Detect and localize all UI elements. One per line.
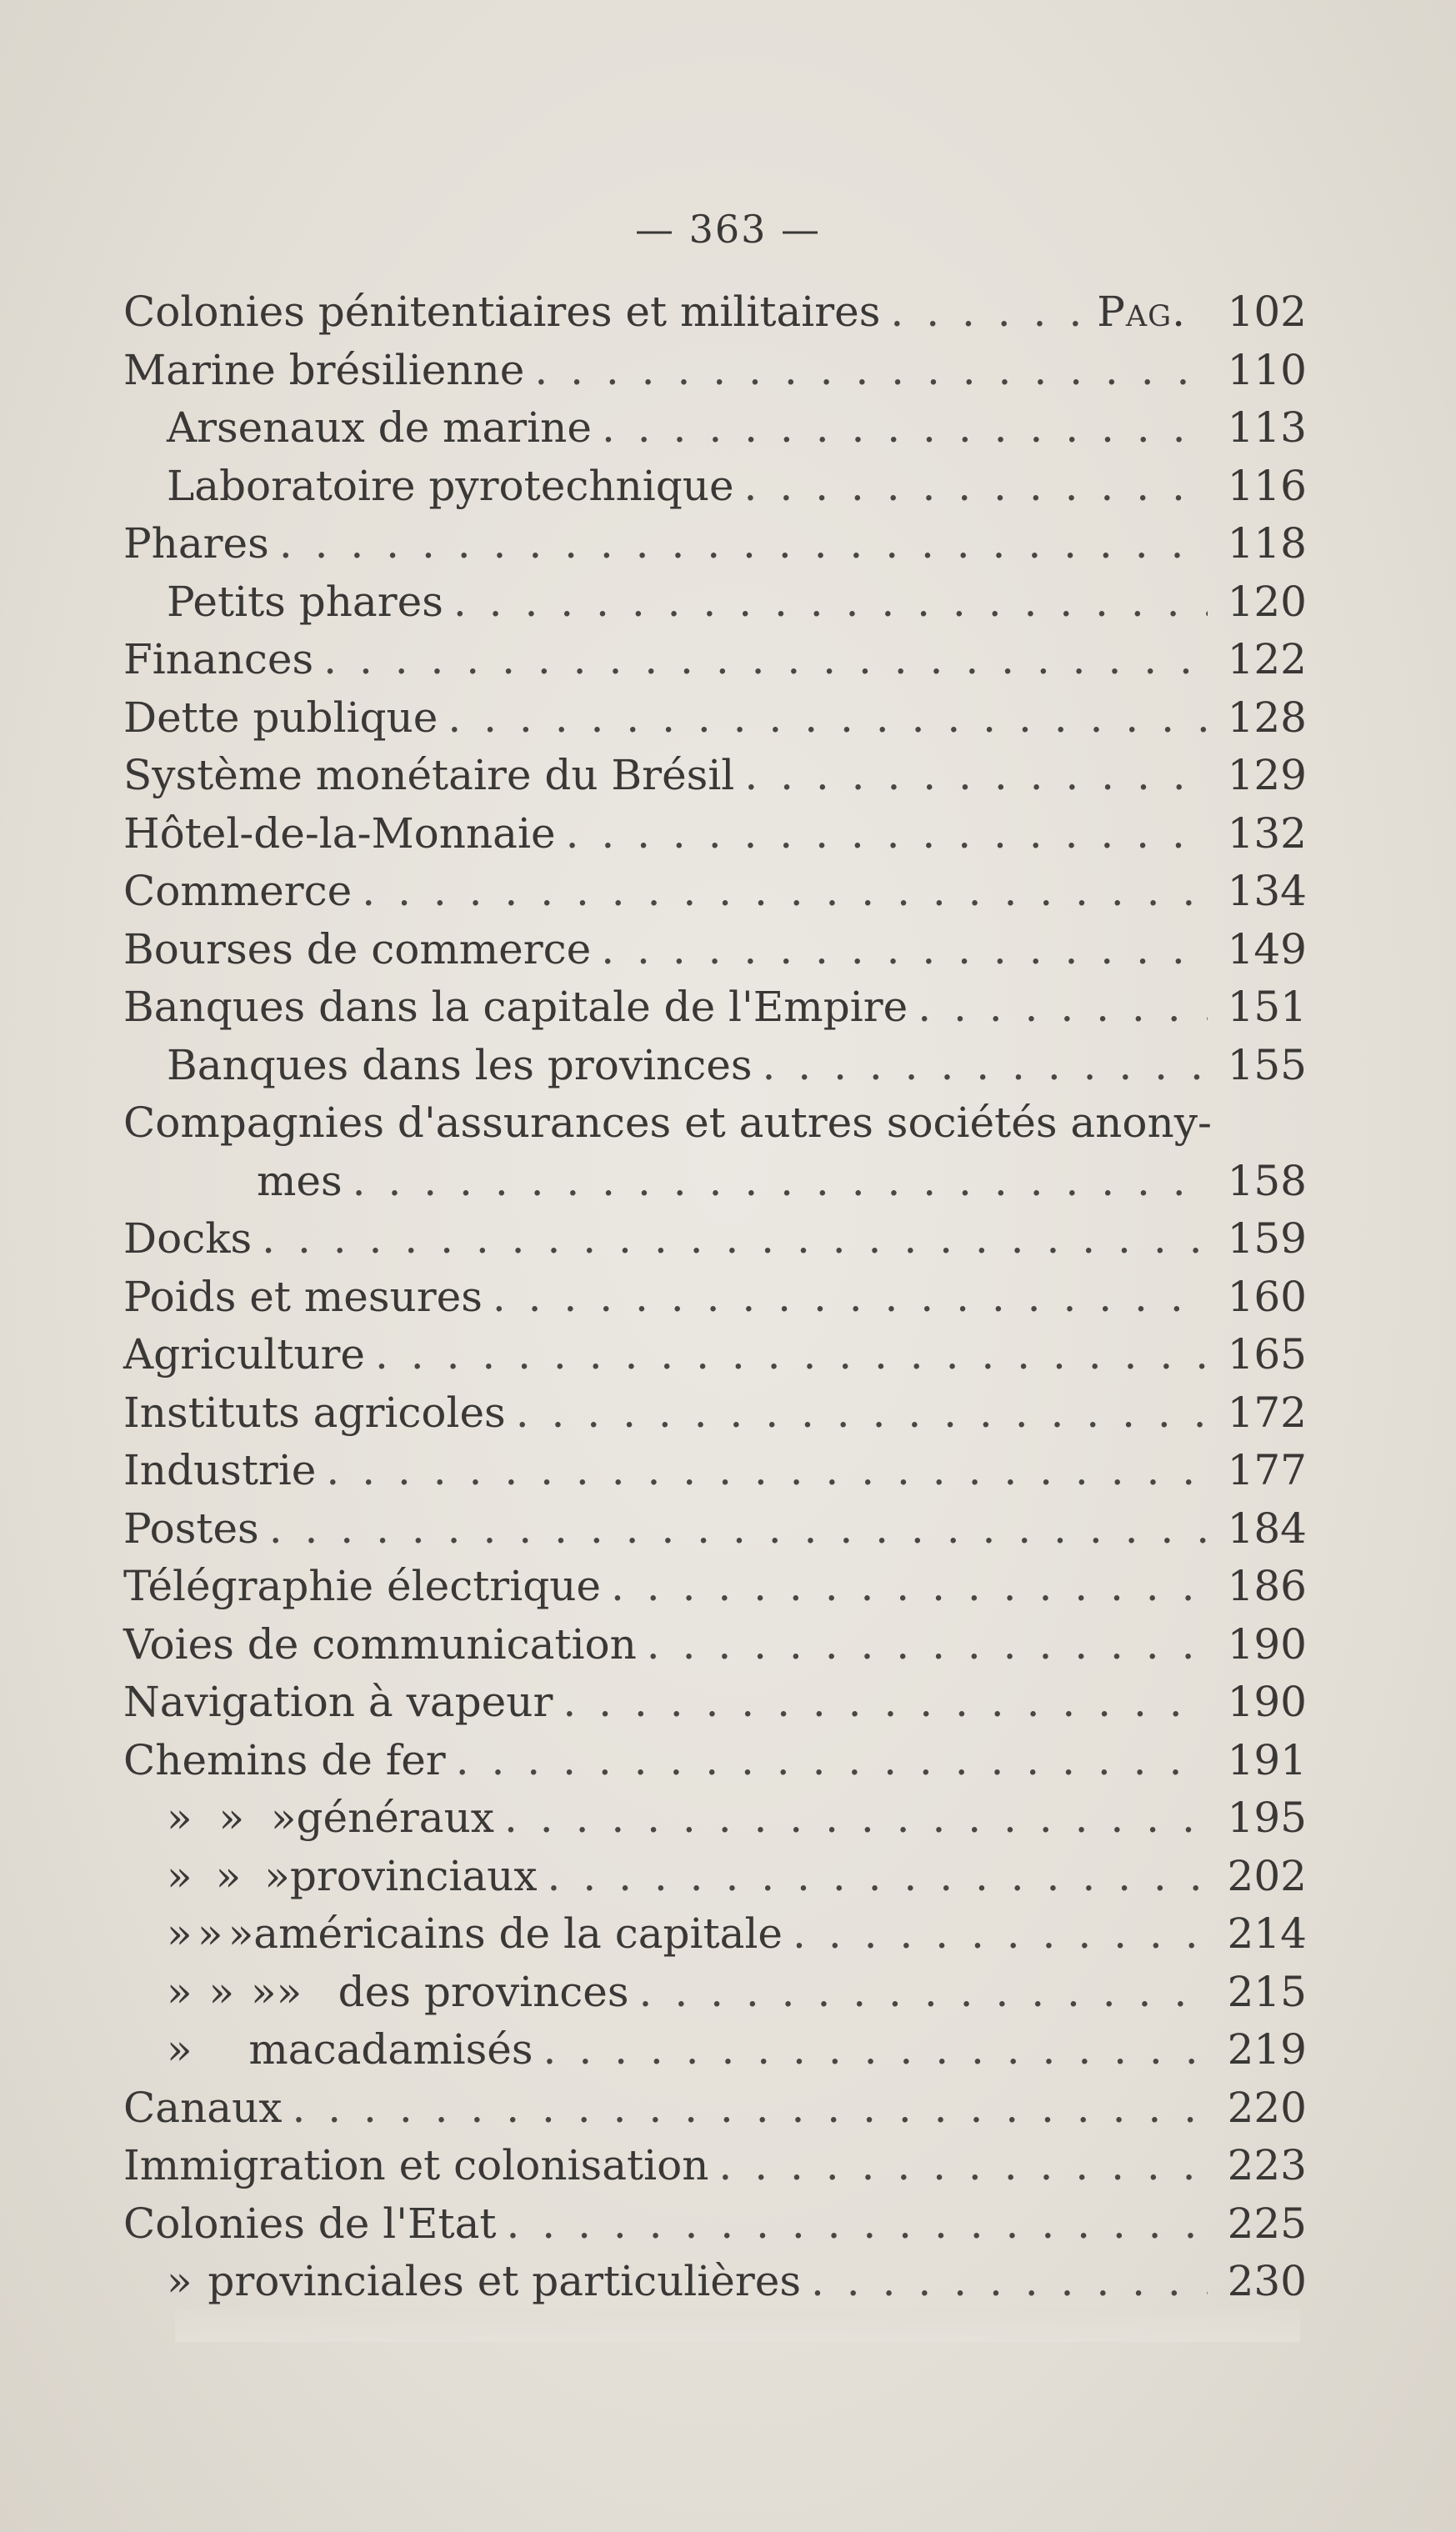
toc-entry: [123, 1620, 1307, 1679]
ditto-mark: »: [167, 2257, 193, 2305]
entry-page: 159: [1227, 1214, 1307, 1263]
toc-entry: [123, 925, 1307, 983]
toc-entry: [123, 462, 1307, 520]
entry-page: 215: [1227, 1967, 1307, 2016]
ditto-mark: »: [208, 1967, 235, 2016]
entry-title-continued: mes: [257, 1156, 343, 1205]
ditto-mark: »: [167, 2025, 193, 2074]
leader-dots: [744, 462, 1208, 510]
entry-title: Compagnies d'assurances et autres sociétés anony-: [123, 1098, 1212, 1147]
entry-page: 186: [1227, 1562, 1307, 1610]
entry-page: 116: [1227, 461, 1307, 510]
leader-dots: [548, 1852, 1208, 1900]
leader-dots: [326, 1446, 1208, 1494]
entry-title: Industrie: [123, 1446, 317, 1494]
entry-title: Hôtel-de-la-Monnaie: [123, 808, 556, 858]
entry-page: 118: [1227, 519, 1307, 568]
toc-entry: [123, 751, 1307, 809]
leader-dots: [507, 2199, 1208, 2248]
leader-dots: [811, 2257, 1208, 2305]
leader-dots: [718, 2141, 1208, 2189]
ditto-mark: »: [167, 1794, 193, 1842]
leader-dots: [262, 1214, 1208, 1263]
leader-dots: [493, 1273, 1208, 1321]
entry-page: 149: [1227, 924, 1307, 973]
leader-dots: [543, 2025, 1208, 2074]
pag-label: Pag.: [1097, 288, 1186, 336]
entry-page: 134: [1227, 867, 1307, 915]
leader-dots: [639, 1968, 1208, 2016]
ditto-mark: »: [167, 1967, 193, 2016]
toc-entry: [123, 346, 1307, 404]
entry-page: 191: [1227, 1735, 1307, 1784]
entry-title: Bourses de commerce: [123, 924, 592, 973]
entry-title: Immigration et colonisation: [123, 2141, 709, 2189]
toc-entry: [123, 1446, 1307, 1504]
entry-title: des provinces: [338, 1967, 629, 2016]
entry-page: 120: [1227, 577, 1307, 626]
entry-title: Télégraphie électrique: [123, 1562, 601, 1610]
toc-entry-multiline: [123, 1098, 1307, 1157]
entry-title: Poids et mesures: [123, 1272, 483, 1321]
entry-title: Docks: [123, 1214, 253, 1263]
ditto-mark: »: [167, 1909, 193, 1958]
toc-entry: [123, 1389, 1307, 1447]
entry-title: américains de la capitale: [253, 1909, 783, 1958]
leader-dots: [323, 635, 1208, 683]
entry-title: Laboratoire pyrotechnique: [167, 461, 734, 510]
toc-entry: [123, 2257, 1307, 2315]
leader-dots: [269, 1504, 1208, 1553]
ditto-mark: »: [167, 1851, 193, 1900]
entry-page: 151: [1227, 983, 1307, 1031]
leader-dots: [611, 1562, 1208, 1610]
leader-dots: [918, 983, 1208, 1031]
entry-title: Dette publique: [123, 693, 438, 742]
toc-entry: [123, 1909, 1307, 1968]
toc-entry: [123, 578, 1307, 636]
toc-entry: [123, 2025, 1307, 2084]
entry-page: 113: [1227, 403, 1307, 452]
toc-entry: [123, 1504, 1307, 1563]
toc-entry: [123, 1214, 1307, 1273]
entry-title: provinciales et particulières: [208, 2257, 802, 2305]
ditto-mark: »: [270, 1794, 297, 1842]
entry-title: Instituts agricoles: [123, 1388, 506, 1437]
entry-title: Phares: [123, 519, 269, 568]
leader-dots: [456, 1736, 1208, 1784]
toc-entry: [123, 1562, 1307, 1620]
leader-dots: [353, 1157, 1208, 1205]
leader-dots: [534, 346, 1208, 394]
entry-page: 223: [1227, 2141, 1307, 2189]
toc-entry: [123, 1736, 1307, 1794]
entry-page: 158: [1227, 1156, 1307, 1205]
toc-entry: [123, 1852, 1307, 1910]
leader-dots: [763, 1041, 1208, 1089]
entry-page: 230: [1227, 2257, 1307, 2305]
leader-dots: [448, 693, 1208, 742]
entry-title: Arsenaux de marine: [167, 403, 592, 452]
entry-title: Système monétaire du Brésil: [123, 751, 735, 799]
entry-page: 190: [1227, 1678, 1307, 1726]
leader-dots: [453, 578, 1208, 626]
entry-page: 190: [1227, 1619, 1307, 1669]
entry-title: provinciaux: [289, 1851, 538, 1900]
leader-dots: [744, 751, 1208, 799]
entry-page: 219: [1227, 2025, 1307, 2074]
toc-entry: [123, 983, 1307, 1041]
toc-entry: [123, 1273, 1307, 1331]
entry-title: Navigation à vapeur: [123, 1678, 553, 1726]
leader-dots: [566, 809, 1208, 858]
ditto-mark: »: [251, 1967, 277, 2016]
entry-title: Voies de communication: [123, 1619, 637, 1669]
entry-page: 184: [1227, 1504, 1307, 1553]
leader-dots: [602, 403, 1208, 452]
entry-title: Postes: [123, 1504, 259, 1553]
entry-title: Agriculture: [123, 1330, 365, 1379]
toc-entry: [123, 1041, 1307, 1099]
toc-entry: [123, 867, 1307, 925]
entry-page: 122: [1227, 635, 1307, 683]
ditto-mark: »: [197, 1909, 223, 1958]
leader-dots: [601, 925, 1208, 973]
leader-dots: [647, 1620, 1208, 1669]
entry-title: Finances: [123, 635, 314, 683]
ditto-mark: »: [264, 1851, 290, 1900]
leader-dots: [279, 519, 1208, 568]
page-number: — 363 —: [634, 207, 822, 252]
entry-page: 195: [1227, 1794, 1307, 1842]
ditto-mark: »: [228, 1909, 254, 1958]
entry-page: 128: [1227, 693, 1307, 742]
entry-title: Banques dans les provinces: [167, 1040, 753, 1089]
leader-dots: [292, 2084, 1208, 2132]
toc-entry: [123, 1157, 1307, 1215]
entry-title: généraux: [296, 1794, 494, 1842]
toc-entry: [123, 2084, 1307, 2142]
entry-title: Chemins de fer: [123, 1735, 446, 1784]
entry-title: Colonies pénitentiaires et militaires: [123, 288, 881, 336]
leader-dots: [890, 288, 1085, 336]
entry-page: 165: [1227, 1330, 1307, 1379]
entry-title: Banques dans la capitale de l'Empire: [123, 983, 908, 1031]
entry-page: 110: [1227, 345, 1307, 394]
toc-entry: [123, 403, 1307, 462]
leader-dots: [563, 1678, 1208, 1726]
toc-entry: [123, 288, 1307, 346]
entry-page: 225: [1227, 2199, 1307, 2248]
leader-dots: [375, 1330, 1208, 1379]
ditto-mark: »: [215, 1851, 242, 1900]
entry-title: Colonies de l'Etat: [123, 2199, 497, 2248]
toc-entry: [123, 1330, 1307, 1389]
entry-page: 155: [1227, 1040, 1307, 1089]
toc-entry: [123, 693, 1307, 752]
entry-page: 214: [1227, 1909, 1307, 1958]
toc-entry: [123, 519, 1307, 578]
entry-title: Marine brésilienne: [123, 345, 525, 394]
entry-page: 177: [1227, 1446, 1307, 1494]
toc-entry: [123, 1678, 1307, 1736]
toc-entry: [123, 2199, 1307, 2258]
entry-page: 132: [1227, 808, 1307, 858]
toc-entry: [123, 1968, 1307, 2026]
leader-dots: [504, 1794, 1208, 1842]
leader-dots: [362, 867, 1208, 915]
toc-entry: [123, 635, 1307, 693]
entry-page: 102: [1227, 288, 1307, 336]
entry-page: 202: [1227, 1851, 1307, 1900]
table-of-contents: [123, 288, 1307, 2315]
entry-page: 129: [1227, 751, 1307, 799]
entry-title: Petits phares: [167, 577, 443, 626]
page-shadow: [175, 2309, 1300, 2342]
entry-page: 220: [1227, 2083, 1307, 2132]
toc-entry: [123, 809, 1307, 868]
entry-title: Canaux: [123, 2083, 283, 2132]
leader-dots: [793, 1909, 1208, 1958]
entry-page: 172: [1227, 1388, 1307, 1437]
entry-title: Commerce: [123, 867, 353, 915]
toc-entry: [123, 2141, 1307, 2199]
entry-page: 160: [1227, 1272, 1307, 1321]
entry-title: macadamisés: [248, 2025, 533, 2074]
ditto-mark: »: [276, 1967, 303, 2016]
ditto-mark: »: [218, 1794, 245, 1842]
leader-dots: [516, 1389, 1208, 1437]
toc-entry: [123, 1794, 1307, 1852]
